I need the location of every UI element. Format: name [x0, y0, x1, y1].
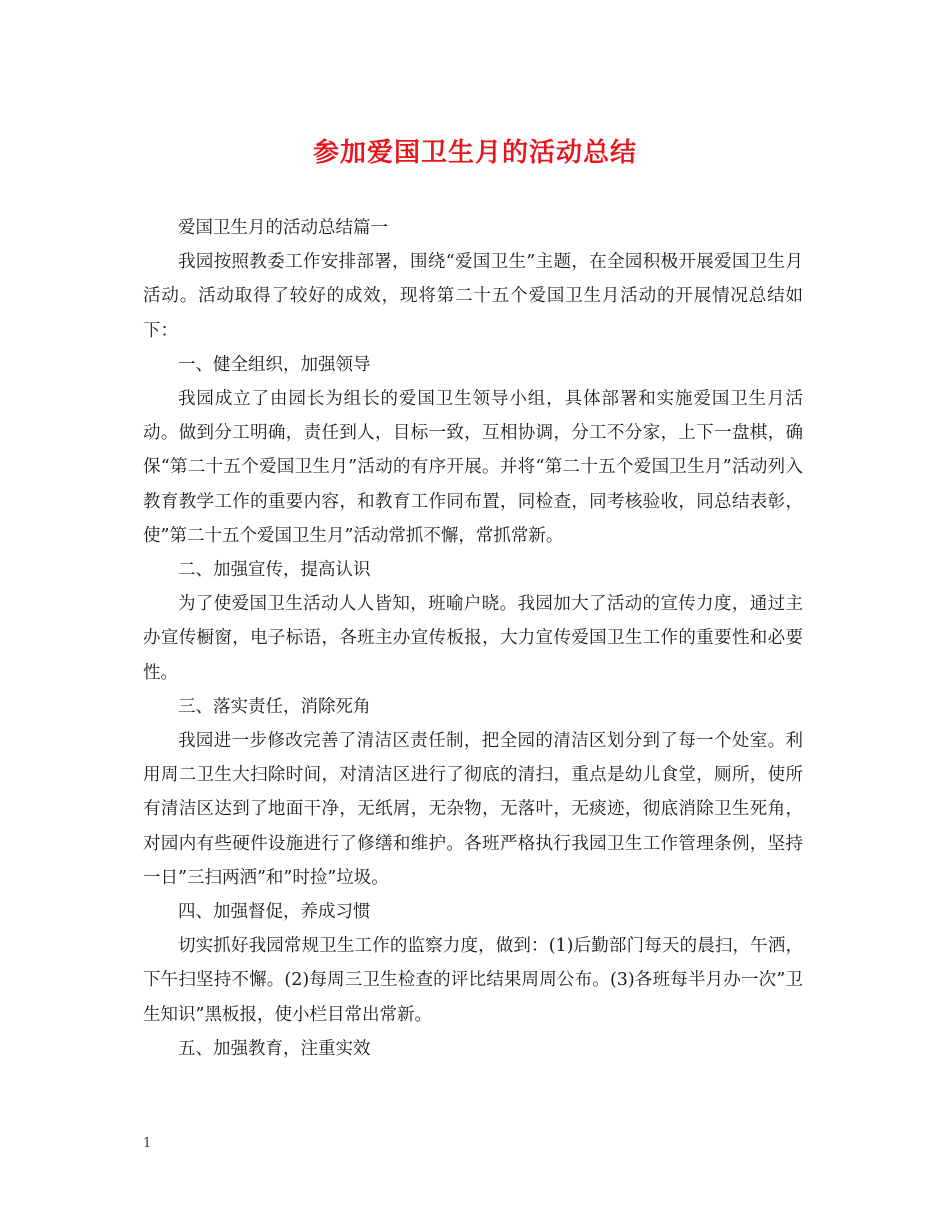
page-number: 1: [143, 1136, 152, 1151]
publicity-paragraph: 为了使爱国卫生活动人人皆知，班喻户晓。我园加大了活动的宣传力度，通过主办宣传橱窗，电子标语，各班主办宣传板报，大力宣传爱国卫生工作的重要性和必要性。: [143, 594, 803, 683]
organization-paragraph: 我园成立了由园长为组长的爱国卫生领导小组，具体部署和实施爱国卫生月活动。做到分工明确，责任到人，目标一致，互相协调，分工不分家，上下一盘棋，确保“第二十五个爱国卫生月”活动的有序开展。并将“第二十五个爱国卫生月”活动列入教育教学工作的重要内容，和教育工作同布置，同检查，同考核验收，同总结表彰，使”第二十五个爱国卫生月”活动常抓不懈，常抓常新。: [143, 389, 803, 546]
intro-paragraph: 我园按照教委工作安排部署，围绕“爱国卫生”主题，在全园积极开展爱国卫生月活动。活动取得了较好的成效，现将第二十五个爱国卫生月活动的开展情况总结如下：: [143, 252, 803, 341]
document-body: [143, 211, 803, 1066]
supervision-paragraph: 切实抓好我园常规卫生工作的监察力度，做到：(1)后勤部门每天的晨扫，午洒，下午扫坚持不懈。(2)每周三卫生检查的评比结果周周公布。(3)各班每半月办一次”卫生知识”黑板报，使小栏目常出常新。: [143, 936, 803, 1025]
heading-organization: 一、健全组织，加强领导: [178, 354, 371, 375]
section-heading-part-one: 爱国卫生月的活动总结篇一: [178, 218, 388, 238]
heading-supervision: 四、加强督促，养成习惯: [178, 902, 371, 923]
heading-education: 五、加强教育，注重实效: [178, 1038, 371, 1059]
heading-responsibility: 三、落实责任，消除死角: [178, 696, 371, 717]
document-title: 参加爱国卫生月的活动总结: [312, 138, 637, 168]
heading-publicity: 二、加强宣传，提高认识: [178, 560, 371, 581]
responsibility-paragraph: 我园进一步修改完善了清洁区责任制，把全园的清洁区划分到了每一个处室。利用周二卫生大扫除时间，对清洁区进行了彻底的清扫，重点是幼儿食堂，厕所，使所有清洁区达到了地面干净，无纸屑，无杂物，无落叶，无痰迹，彻底消除卫生死角，对园内有些硬件设施进行了修缮和维护。各班严格执行我园卫生工作管理条例，坚持一日”三扫两洒”和”时捡”垃圾。: [143, 731, 803, 888]
